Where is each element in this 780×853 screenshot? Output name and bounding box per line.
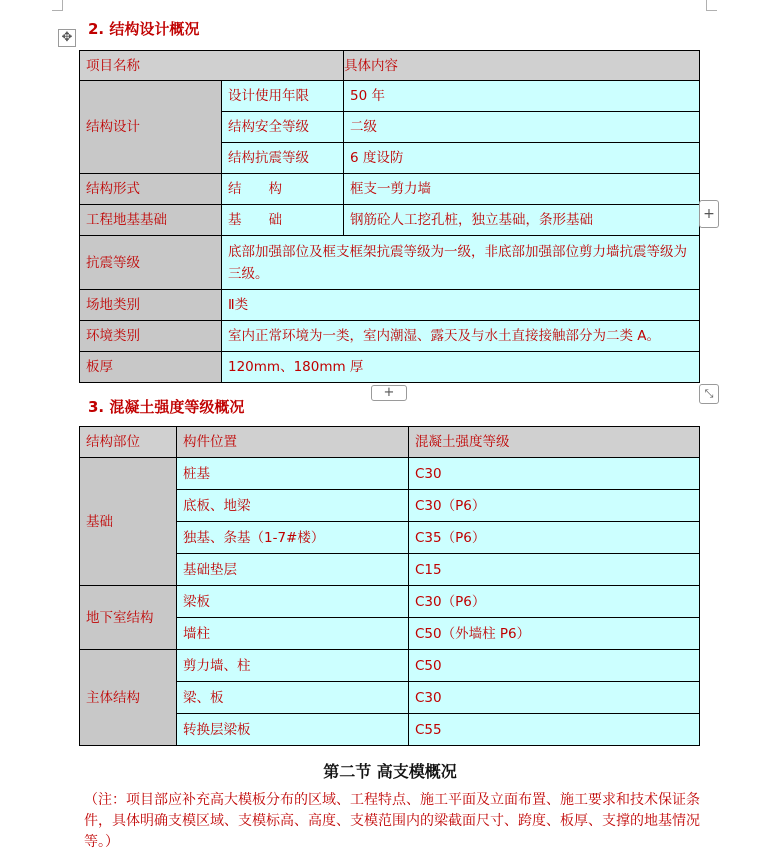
grade-cell: C50 <box>409 650 700 682</box>
design-row-value: 50 年 <box>344 81 700 112</box>
slab-label: 板厚 <box>80 352 222 383</box>
member-cell: 独基、条基（1-7#楼） <box>177 522 409 554</box>
member-cell: 梁板 <box>177 586 409 618</box>
site-value: Ⅱ类 <box>222 290 700 321</box>
header-part: 结构部位 <box>80 427 177 458</box>
member-cell: 墙柱 <box>177 618 409 650</box>
member-cell: 转换层梁板 <box>177 714 409 746</box>
page-corner-mark-left <box>52 0 63 11</box>
table-resize-icon[interactable]: ⤡ <box>699 384 719 404</box>
seismic-label: 抗震等级 <box>80 236 222 290</box>
table-move-handle-icon[interactable]: ✥ <box>58 29 76 47</box>
grade-cell: C50（外墙柱 P6） <box>409 618 700 650</box>
member-cell: 基础垫层 <box>177 554 409 586</box>
design-group-label: 结构设计 <box>80 81 222 174</box>
site-label: 场地类别 <box>80 290 222 321</box>
section-title-concrete: 3. 混凝土强度等级概况 <box>88 398 245 416</box>
grade-cell: C30 <box>409 682 700 714</box>
design-row-value: 6 度设防 <box>344 143 700 174</box>
grade-cell: C30（P6） <box>409 490 700 522</box>
header-grade: 混凝土强度等级 <box>409 427 700 458</box>
add-row-button[interactable]: + <box>371 385 407 401</box>
header-member: 构件位置 <box>177 427 409 458</box>
grade-cell: C35（P6） <box>409 522 700 554</box>
design-row-label: 结构安全等级 <box>222 112 344 143</box>
member-cell: 梁、板 <box>177 682 409 714</box>
slab-value: 120mm、180mm 厚 <box>222 352 700 383</box>
page-corner-mark-right <box>706 0 717 11</box>
grade-cell: C30（P6） <box>409 586 700 618</box>
design-row-value: 二级 <box>344 112 700 143</box>
form-value: 框支一剪力墙 <box>344 174 700 205</box>
member-cell: 底板、地梁 <box>177 490 409 522</box>
foundation-sub: 基 础 <box>222 205 344 236</box>
env-value: 室内正常环境为一类，室内潮湿、露天及与水土直接接触部分为二类 A。 <box>222 321 700 352</box>
foundation-label: 工程地基基础 <box>80 205 222 236</box>
section-heading-formwork: 第二节 高支模概况 <box>323 762 457 781</box>
group-name: 基础 <box>80 458 177 586</box>
note-paragraph: （注：项目部应补充高大模板分布的区域、工程特点、施工平面及立面布置、施工要求和技术保证条件，具体明确支模区域、支模标高、高度、支模范围内的梁截面尺寸、跨度、板厚、支撑的地基情况等。） <box>84 792 700 850</box>
grade-cell: C30 <box>409 458 700 490</box>
grade-cell: C55 <box>409 714 700 746</box>
section-title-structure: 2. 结构设计概况 <box>88 20 200 38</box>
member-cell: 剪力墙、柱 <box>177 650 409 682</box>
member-cell: 桩基 <box>177 458 409 490</box>
header-item-name: 项目名称 <box>80 51 344 81</box>
group-name: 地下室结构 <box>80 586 177 650</box>
structure-design-table <box>79 50 700 383</box>
concrete-grade-table <box>79 426 700 746</box>
design-row-label: 设计使用年限 <box>222 81 344 112</box>
seismic-value: 底部加强部位及框支框架抗震等级为一级，非底部加强部位剪力墙抗震等级为三级。 <box>222 236 700 290</box>
group-name: 主体结构 <box>80 650 177 746</box>
form-sub: 结 构 <box>222 174 344 205</box>
foundation-value: 钢筋砼人工挖孔桩，独立基础，条形基础 <box>344 205 700 236</box>
env-label: 环境类别 <box>80 321 222 352</box>
header-content: 具体内容 <box>344 51 700 81</box>
design-row-label: 结构抗震等级 <box>222 143 344 174</box>
grade-cell: C15 <box>409 554 700 586</box>
form-label: 结构形式 <box>80 174 222 205</box>
add-column-button[interactable]: + <box>699 200 719 228</box>
